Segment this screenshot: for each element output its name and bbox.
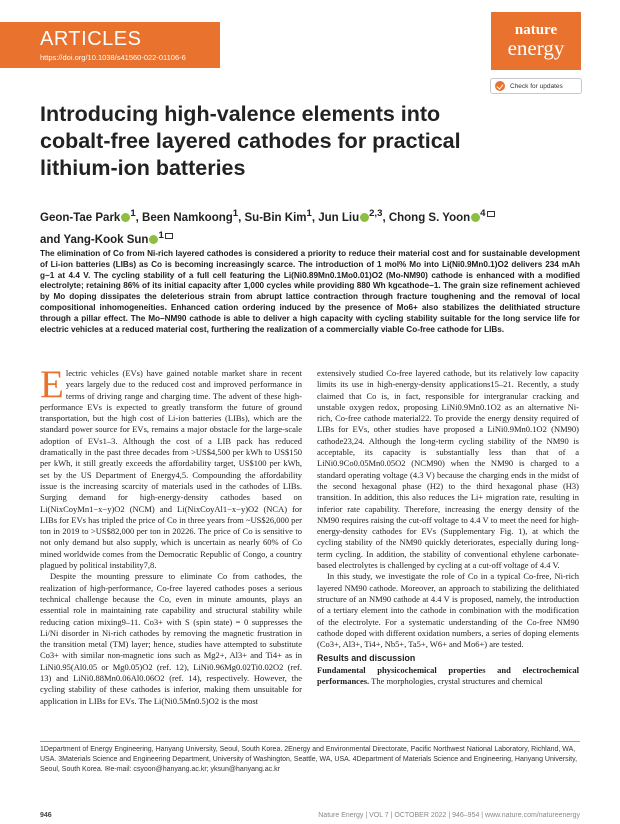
author-affiliation: 1 (306, 208, 312, 219)
page-number: 946 (40, 812, 52, 819)
email-icon[interactable] (165, 233, 173, 239)
affiliation-divider (40, 741, 580, 742)
check-for-updates-label: Check for updates (510, 82, 563, 90)
orcid-icon[interactable] (360, 213, 369, 222)
author-name[interactable]: Chong S. Yoon (388, 211, 471, 224)
orcid-icon[interactable] (121, 213, 130, 222)
author-affiliation: 4 (480, 208, 486, 219)
drop-cap: E (40, 363, 64, 406)
journal-logo-line1: nature (514, 22, 558, 38)
check-mark-icon (495, 81, 505, 91)
author-name[interactable]: Yang-Kook Sun (63, 233, 149, 246)
page-footer (40, 812, 580, 819)
author-affiliation: 1 (158, 229, 164, 241)
orcid-icon[interactable] (471, 213, 480, 222)
body-paragraph: In this study, we investigate the role of Co in a typical Co-free, Ni-rich layered NM90 cathode. Moreover, an approach to stabilizing the delithiated structure of an NM90 cathode at 4.4 V is proposed, namely, the introduction of a tertiary element into the cathode in combination with the modification of the electrolyte. For a systematic understanding of the Co-free NM90 cathode doped with different oxidation numbers, a series of doping elements (Co3+, Al3+, Ti4+, Nb5+, Ta5+, W6+ and Mo6+) are tested. (317, 571, 579, 650)
subsection-heading: Fundamental physicochemical properties and electrochemical performances. (317, 664, 579, 687)
body-paragraph: Despite the mounting pressure to eliminate Co from cathodes, the realization of high-performance, Co-free layered cathodes poses a serious technical challenge because the Co, even in minute amounts, plays an essential role in maintaining rate capability and structural stability while reducing cation mixing9–11. Co3+ with S (spin state) = 0 suppresses the Li/Ni disorder in Ni-rich cathodes by removing the magnetic frustration in the transition metal (TM) layer; hence, studies have attempted to substitute Co3+ with similar non-magnetic ions such as Mg2+, Al3+ and Ti4+ as in LiNi0.95(Al0.05 or Mg0.05)O2 (ref. 12), LiNi0.96Mg0.02Ti0.02O2 (ref. 13) and LiNi0.88Mn0.06Al0.06O2 (ref. 14), respectively. However, the cycling stability of these cathodes is inferior, making them unsuitable for application in LIBs for EVs. The Li(Ni0.5Mn0.5)O2 is the most (40, 571, 302, 706)
body-text: lectric vehicles (EVs) have gained notable market share in recent years largely due to the reduced cost and improved performance in terms of driving range and charging time. The advent of these high-performance EVs is expected to greatly transform the future of ground transportation, but the high cost of Li-ion batteries (LIBs), which are the standard power source for EVs, remains a major obstacle for the large-scale adoption of EVs1–3. Although the cost of a LIB pack has reduced dramatically in the past three decades from >US$4,500 per kWh to US$150 per kWh, it still greatly exceeds the affordability target, US$100 per kWh, set by the US Department of Energy4,5. Compounding the affordability issue is the increasing scarcity of materials used in the cathodes of LIBs. Surging demand for high-energy-density cathodes based on Li(NixCoyMn1−x−y)O2 (NCM) and Li(NixCoyAl1−x−y)O2 (NCA) for LIBs for EVs has tripled the price of Co in three years from ~US$26,000 per ton in 2019 to >US$82,000 per ton in 20226. The price of Co is sensitive to not only demand but also supply, which is uncertain as nearly 60% of Co mined worldwide comes from the Democratic Republic of Congo, a country plagued by political instability7,8. (40, 368, 302, 571)
journal-logo-line2: energy (507, 36, 565, 60)
authors-and: and (40, 233, 61, 246)
affiliations: 1Department of Energy Engineering, Hanyang University, Seoul, South Korea. 2Energy and Environmental Directorate, Pacific Northwest National Laboratory, Richland, WA, USA. 3Materials Science and Engineering Department, University of Washington, Seattle, WA, USA. 4Department of Materials Science and Engineering, Hanyang University, Seoul, South Korea. ✉e-mail: csyoon@hanyang.ac.kr; yksun@hanyang.ac.kr (40, 746, 578, 773)
article-title: Introducing high-valence elements into cobalt-free layered cathodes for practical lithium-ion batteries (40, 102, 461, 180)
body-paragraph: extensively studied Co-free layered cathode, but its relatively low capacity limits its use in high-energy-density applications15–21. Recently, a study claimed that Co is, in fact, responsible for intergranular cracking and unstable oxygen redox, proposing LiNi0.9Mn0.1O2 as an alternative Ni-rich, Co-free cathode material22. To provide the energy density required of LIBs for EVs, other studies have proposed a LiNi0.9Mn0.1O2 (NM90) cathode23,24. Although the long-term cycling stability of the NM90 is acceptable, its capacity is substantially less than that of a LiNi0.9Co0.05Mn0.05O2 (NCM90) when the NM90 is charged to a standard operating voltage (4.3 V) because the charging ends in the midst of the second hexagonal phase (H2) to the third hexagonal phase (H3) transition. In addition, this also reduces the Li+ migration rate, resulting in inferior rate capability. Therefore, increasing the energy density of the NM90 requires raising the cut-off voltage to 4.4 V to meet the need for high-energy-density cathodes for EVs (Supplementary Fig. 1), at which the cycling stability of the NM90 quickly deteriorates, especially during long-term cycling. In addition, the stability of conventional ethylene carbonate-based electrolytes is challenged by cycling at a cut-off voltage of 4.4 V. (317, 368, 579, 571)
doi-link[interactable]: https://doi.org/10.1038/s41560-022-01106-6 (40, 53, 186, 62)
author-name[interactable]: Been Namkoong (142, 211, 233, 224)
journal-reference[interactable]: Nature Energy | VOL 7 | OCTOBER 2022 | 946–954 | www.nature.com/natureenergy (318, 812, 580, 819)
abstract: The elimination of Co from Ni-rich layered cathodes is considered a priority to reduce their material cost and for sustainable development of Li-ion batteries (LIBs) as Co is becoming increasingly scarce. The introduction of 1 mol% Mo into Li(Ni0.9Mn0.1)O2 delivers 234 mAh g−1 at 4.4 V. The cycling stability of a full cell featuring the Li(Ni0.89Mn0.1Mo0.01)O2 (Mo-NM90) cathode is enhanced with a modified electrolyte; retaining 86% of its initial capacity after 1,000 cycles while providing 880 Wh kgcathode−1. The grain size refinement achieved by Mo doping dissipates the deleterious strain from abrupt lattice contraction through fracture toughening and the removal of local compositional inhomogeneities. Enhanced cation ordering induced by the presence of Mo6+ also stabilizes the delithiated structure through a pillar effect. The Mo–NM90 cathode is able to deliver a high capacity with cycling stability suitable for the long service life for electric vehicles at a reduced material cost, furthering the realization of a commercially viable Co-free cathode for LIBs. (40, 249, 580, 334)
journal-logo[interactable] (491, 12, 581, 70)
body-paragraph (40, 363, 302, 571)
body-column-left (40, 363, 302, 707)
check-for-updates-button[interactable] (490, 78, 582, 94)
author-affiliation: 1 (130, 208, 136, 219)
body-paragraph (317, 665, 579, 688)
body-text: The morphologies, crystal structures and chemical (371, 676, 543, 687)
author-name[interactable]: Jun Liu (318, 211, 360, 224)
article-header (0, 0, 620, 72)
email-icon[interactable] (487, 211, 495, 217)
author-name[interactable]: Geon-Tae Park (40, 211, 121, 224)
author-affiliation: 1 (232, 208, 239, 219)
author-affiliation: 2,3 (369, 208, 383, 219)
body-column-right (317, 368, 579, 687)
section-label: ARTICLES (40, 28, 142, 50)
section-heading: Results and discussion (317, 653, 416, 664)
author-list: Geon-Tae Park $^1$, Been Namkoong$^1$, Su-Bin Kim$^1$, Jun Liu $^{2,3}$, Chong S. Yoon $^4$ and Yang-Kook Sun $^1$ (40, 205, 500, 249)
author-name[interactable]: Su-Bin Kim (244, 211, 307, 224)
